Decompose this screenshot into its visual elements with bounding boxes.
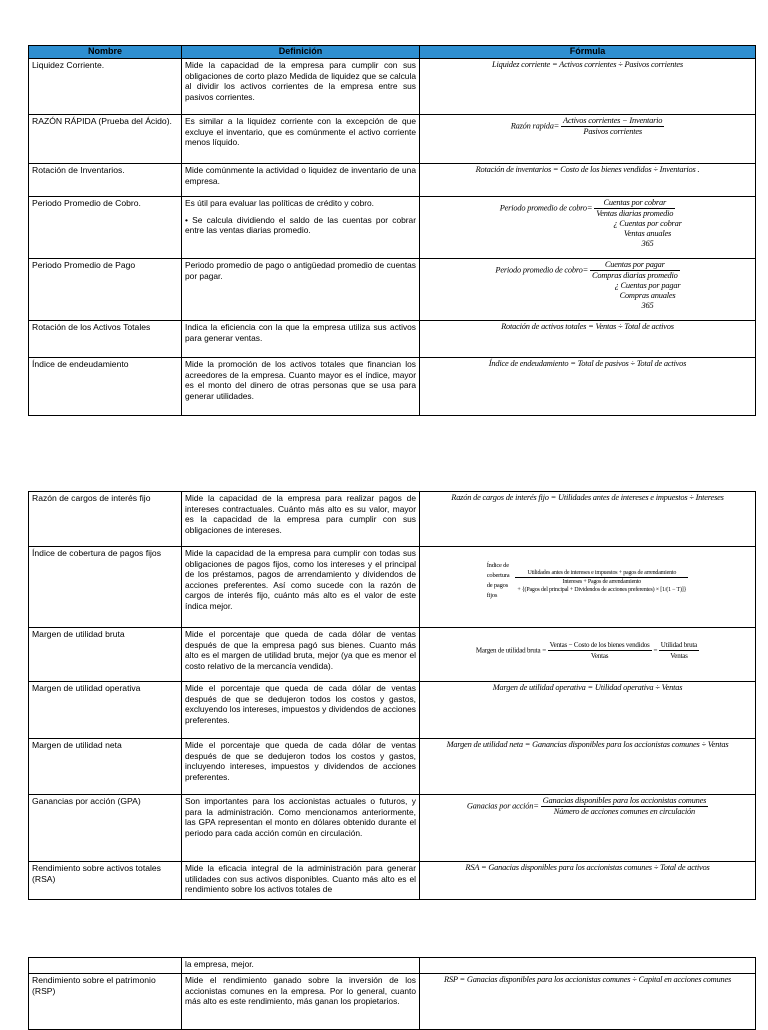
formula-denominator-line2: + {(Pagos del principal + Dividendos de acciones preferentes) × [1/(1 − T)]} — [517, 586, 687, 593]
row-formula: Liquidez corriente = Activos corrientes ÷ Pasivos corrientes — [420, 59, 756, 115]
row-definition: Mide la eficacia integral de la administración para generar utilidades con sus activos disponibles. Cuanto más alto es el rendimiento sobre los activos totales de — [182, 862, 420, 900]
formula-numerator-2: Utilidad bruta — [660, 641, 698, 649]
row-formula: Razón de cargos de interés fijo = Utilidades antes de intereses e impuestos ÷ Intereses — [420, 492, 756, 547]
formula-lhs: Periodo promedio de cobro= — [495, 265, 589, 275]
formula-fraction — [541, 796, 709, 817]
formula-denominator: Número de acciones comunes en circulación — [553, 807, 695, 816]
formula-numerator: Utilidades antes de intereses e impuestos + pagos de arrendamiento — [515, 569, 688, 578]
row-definition: Mide el porcentaje que queda de cada dólar de ventas después de que se dedujeron todos los costos y gastos, excluyendo los intereses, impuestos y dividendos de acciones preferentes. — [182, 682, 420, 739]
row-name: Rendimiento sobre el patrimonio (RSP) — [29, 974, 182, 1030]
row-formula — [420, 547, 756, 628]
formula-denominator-2: Ventas — [670, 652, 688, 660]
row-name: Rotación de Inventarios. — [29, 164, 182, 197]
formula-line: Ventas anuales — [623, 229, 672, 238]
row-definition: Son importantes para los accionistas actuales o futuros, y para la administración. Como mencionamos anteriormente, las GPA representan el monto en dólares obtenido durante el periodo para cada acción común en circulación. — [182, 795, 420, 862]
table-row — [29, 358, 756, 416]
row-name: Ganancias por acción (GPA) — [29, 795, 182, 862]
row-formula: Rotación de inventarios = Costo de los bienes vendidos ÷ Inventarios . — [420, 164, 756, 197]
formula-lhs: Margen de utilidad bruta — [475, 646, 541, 655]
formula-fraction — [515, 569, 688, 594]
header-name: Nombre — [29, 46, 182, 59]
row-definition: Mide el rendimiento ganado sobre la inversión de los accionistas comunes en la empresa. Por lo general, cuanto más alto es este rendimiento, más ganan los propietarios. — [182, 974, 420, 1030]
formula-line: 365 — [641, 301, 654, 310]
row-definition — [182, 197, 420, 259]
table-row — [29, 492, 756, 547]
row-name: Rotación de los Activos Totales — [29, 321, 182, 358]
table-row — [29, 739, 756, 795]
formula-denominator: Intereses + Pagos de arrendamiento — [562, 578, 642, 585]
row-formula: Índice de endeudamiento = Total de pasivos ÷ Total de activos — [420, 358, 756, 416]
ratios-table-1 — [28, 45, 756, 416]
formula-fraction-2 — [659, 640, 699, 661]
formula-line: Compras anuales — [619, 291, 676, 300]
formula-denominator: Ventas diarias promedio — [596, 209, 674, 218]
row-definition: Mide la promoción de los activos totales que financian los acreedores de la empresa. Cuanto mayor es el índice, mayor es el monto del dinero de otras personas que se usa para generar utilidades. — [182, 358, 420, 416]
row-definition: Mide la capacidad de la empresa para cumplir con sus obligaciones de corto plazo Medida de liquidez que se calcula al dividir los activos corrientes de la empresa entre sus pasivos corrientes. — [182, 59, 420, 115]
row-formula — [420, 115, 756, 164]
formula-lhs: Ganacias por acción= — [466, 801, 539, 811]
formula-denominator: Pasivos corrientes — [583, 127, 642, 136]
formula-lhs-line: de pagos — [486, 582, 509, 589]
row-definition: Indica la eficiencia con la que la empresa utiliza sus activos para generar ventas. — [182, 321, 420, 358]
table-row — [29, 115, 756, 164]
formula-line: 365 — [641, 239, 654, 248]
formula-fraction — [548, 640, 652, 661]
formula-lhs: Periodo promedio de cobro= — [499, 203, 593, 213]
table-row — [29, 862, 756, 900]
formula-numerator: Ventas − Costo de los bienes vendidos — [549, 641, 650, 649]
row-formula — [420, 197, 756, 259]
row-formula: Margen de utilidad bruta = $\frac{\text{Ventas − Costo de los bienes vendidos}}{\text{Ventas}}$ = $\frac{\text{Utilidad bruta}}{\text{Ventas}}$ — [420, 628, 756, 682]
formula-fraction — [590, 260, 680, 281]
formula-lhs: Razón rapida= — [510, 121, 560, 131]
formula-lhs — [487, 561, 510, 601]
formula-fraction — [561, 116, 664, 137]
formula-lhs-line: cobertura — [486, 572, 510, 579]
formula-line: ¿ Cuentas por pagar — [614, 281, 681, 290]
row-name: Margen de utilidad neta — [29, 739, 182, 795]
table-row — [29, 974, 756, 1030]
formula-numerator: Cuentas por pagar — [590, 260, 680, 271]
formula-denominator: Compras diarias promedio — [591, 271, 678, 280]
formula-numerator: Activos corrientes − Inventario — [563, 116, 663, 125]
row-name: Margen de utilidad operativa — [29, 682, 182, 739]
row-name — [29, 958, 182, 974]
formula-numerator: Ganacias disponibles para los accionistas comunes — [542, 796, 707, 805]
row-definition: Mide el porcentaje que queda de cada dólar de ventas después de que se dedujeron todos los costos y gastos, incluyendo intereses, impuestos y dividendos de acciones preferentes. — [182, 739, 420, 795]
formula-lhs-line: Índice de — [486, 562, 509, 569]
ratios-table-2 — [28, 491, 756, 900]
row-definition: Mide la capacidad de la empresa para realizar pagos de intereses contractuales. Cuánto más alto es su valor, mayor es la capacidad de la empresa para cumplir con sus obligaciones de intereses. — [182, 492, 420, 547]
row-formula: Margen de utilidad operativa = Utilidad operativa ÷ Ventas — [420, 682, 756, 739]
formula-denominator: Ventas — [590, 652, 609, 660]
formula-lhs-line: fijos — [486, 592, 498, 599]
row-name: Periodo Promedio de Pago — [29, 259, 182, 321]
row-definition: Mide el porcentaje que queda de cada dólar de ventas después de que la empresa pagó sus bienes. Cuanto más alto es el margen de utilidad bruta, mejor (ya que es menor el costo relativo de la mercancía vendida). — [182, 628, 420, 682]
formula-numerator: Cuentas por cobrar — [594, 198, 675, 209]
table-row — [29, 547, 756, 628]
row-name: Índice de cobertura de pagos fijos — [29, 547, 182, 628]
row-name: Periodo Promedio de Cobro. — [29, 197, 182, 259]
row-name: RAZÓN RÁPIDA (Prueba del Ácido). — [29, 115, 182, 164]
row-name: Liquidez Corriente. — [29, 59, 182, 115]
row-definition: Periodo promedio de pago o antigüedad promedio de cuentas por pagar. — [182, 259, 420, 321]
row-formula — [420, 259, 756, 321]
formula-fraction — [594, 198, 675, 219]
table-row — [29, 958, 756, 974]
table-row — [29, 59, 756, 115]
row-formula — [420, 958, 756, 974]
row-definition: Es similar a la liquidez corriente con la excepción de que excluye el inventario, que es comúnmente el activo corriente menos líquido. — [182, 115, 420, 164]
row-name: Margen de utilidad bruta — [29, 628, 182, 682]
table-row — [29, 628, 756, 682]
table-row — [29, 682, 756, 739]
row-formula — [420, 795, 756, 862]
table-row — [29, 795, 756, 862]
definition-bullet: • Se calcula dividiendo el saldo de las cuentas por cobrar entre las ventas diarias promedio. — [185, 214, 416, 235]
row-name: Razón de cargos de interés fijo — [29, 492, 182, 547]
row-formula: Margen de utilidad neta = Ganancias disponibles para los accionistas comunes ÷ Ventas — [420, 739, 756, 795]
table-row — [29, 197, 756, 259]
table-row — [29, 164, 756, 197]
table-row — [29, 321, 756, 358]
definition-line: Es útil para evaluar las políticas de crédito y cobro. — [185, 198, 374, 208]
row-definition: Mide la capacidad de la empresa para cumplir con todas sus obligaciones de pagos fijos, como los intereses y el principal de los préstamos, pagos de arrendamiento y dividendos de acciones preferentes. Así como sucede con la razón de cargos de interés fijo, cuánto más alto es el valor de este índica mejor. — [182, 547, 420, 628]
row-name: Índice de endeudamiento — [29, 358, 182, 416]
header-formula: Fórmula — [420, 46, 756, 59]
formula-line: ¿ Cuentas por cobrar — [613, 219, 682, 228]
row-formula: RSP = Ganacias disponibles para los accionistas comunes ÷ Capital en acciones comunes — [420, 974, 756, 1030]
header-row — [29, 46, 756, 59]
row-formula: Rotación de activos totales = Ventas ÷ Total de activos — [420, 321, 756, 358]
ratios-table-3 — [28, 957, 756, 1030]
header-definition: Definición — [182, 46, 420, 59]
row-formula: RSA = Ganacias disponibles para los accionistas comunes ÷ Total de activos — [420, 862, 756, 900]
row-definition: la empresa, mejor. — [182, 958, 420, 974]
row-name: Rendimiento sobre activos totales (RSA) — [29, 862, 182, 900]
row-definition: Mide comúnmente la actividad o liquidez de inventario de una empresa. — [182, 164, 420, 197]
table-row — [29, 259, 756, 321]
